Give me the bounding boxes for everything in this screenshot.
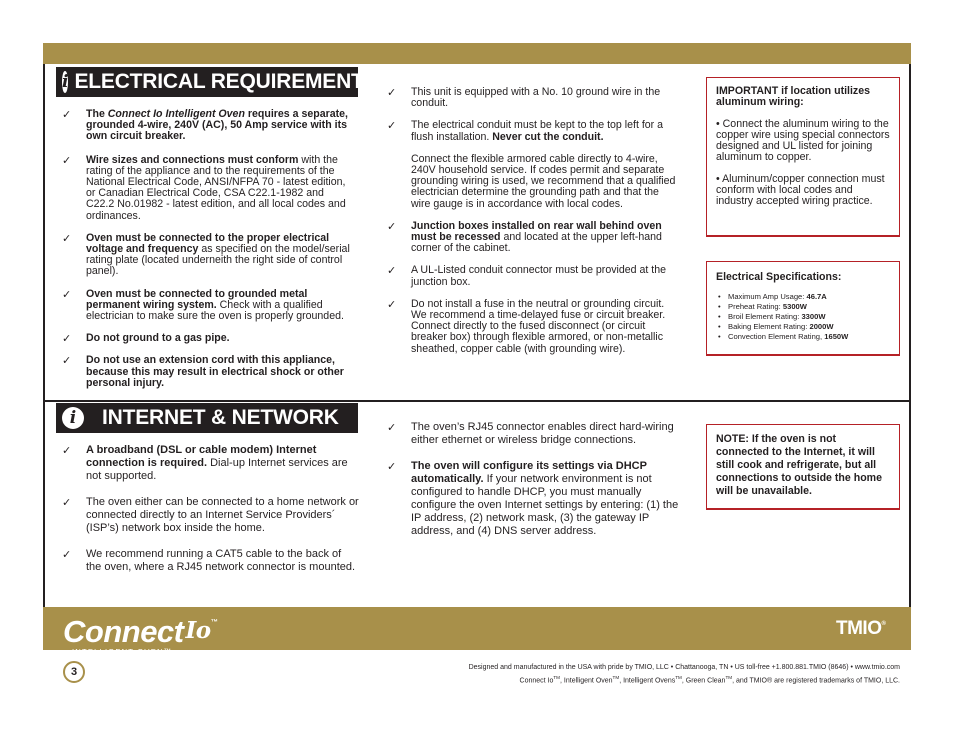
check-icon: ✓ bbox=[62, 332, 72, 346]
list-item: ✓ The electrical conduit must be kept to the top left for a flush installation. Never cut the conduit. bbox=[387, 119, 664, 143]
list-item: ✓ Do not install a fuse in the neutral or grounding circuit. We recommend a time-delayed fuse or circuit breaker. Connect directly to the fused disconnect (or circuit breaker box) through flexible armored, or non-metallic sheathed, copper cable (with grounding wire). bbox=[387, 297, 666, 355]
list-item: ✓ Oven must be connected to the proper electrical voltage and frequency as specified on the model/serial rating plate (located underneith the right side of control panel). bbox=[62, 231, 350, 278]
list-item: ✓ The Connect Io Intelligent Oven requires a separate, grounded 4-wire, 240V (AC), 50 Amp service with its own circuit breaker. bbox=[62, 108, 348, 143]
important-point: • Aluminum/copper connection must conform with local codes and industry accepted wiring practice. bbox=[716, 173, 885, 207]
important-title: IMPORTANT if location utilizes aluminum wiring: bbox=[716, 85, 871, 108]
electrical-middle-column bbox=[384, 87, 676, 366]
info-icon: i bbox=[62, 407, 84, 429]
connect-io-logo: ConnectIo™ INTELLIGENT OVEN™ bbox=[63, 614, 218, 656]
note-text: NOTE: If the oven is not connected to the Internet, it will still cook and refrigerate, but all connections to outside the home will be unavailable. bbox=[716, 433, 882, 497]
check-icon: ✓ bbox=[387, 264, 397, 278]
check-icon: ✓ bbox=[387, 297, 397, 311]
network-banner bbox=[56, 403, 358, 433]
important-point: • Connect the aluminum wiring to the copper wire using special connectors designed and UL listed for joining aluminum to copper. bbox=[716, 118, 890, 163]
spec-item: • Baking Element Rating: 2000W bbox=[716, 322, 890, 332]
list-item: ✓ This unit is equipped with a No. 10 ground wire in the conduit. bbox=[387, 86, 661, 110]
list-item: ✓ Junction boxes installed on rear wall behind oven must be recessed and located at the upper left-hand corner of the cabinet. bbox=[387, 219, 662, 255]
check-icon: ✓ bbox=[62, 496, 72, 509]
specs-list bbox=[716, 292, 890, 342]
electrical-banner bbox=[56, 67, 378, 97]
check-icon: ✓ bbox=[387, 421, 397, 434]
check-icon: ✓ bbox=[387, 86, 397, 99]
check-icon: ✓ bbox=[62, 287, 72, 301]
network-left-column bbox=[59, 444, 359, 585]
check-icon: ✓ bbox=[62, 108, 72, 121]
list-item: ✓ The oven will configure its settings via DHCP automatically. If your network environment is not configured to handle DHCP, you must manually configure the oven Internet settings by entering: (1) the IP address, (2) network mask, (3) the gateway IP address, and (4) DNS server address. bbox=[387, 460, 679, 537]
network-note-box bbox=[706, 424, 900, 510]
spec-item: • Broil Element Rating: 3300W bbox=[716, 312, 890, 322]
specs-title: Electrical Specifications: bbox=[716, 271, 842, 283]
list-item: ✓ The oven’s RJ45 connector enables direct hard-wiring either ethernet or wireless bridge connections. bbox=[387, 421, 674, 446]
network-middle-column bbox=[384, 421, 684, 549]
tmio-logo: TMIO® bbox=[836, 618, 886, 639]
network-title: INTERNET & NETWORK bbox=[102, 406, 339, 429]
check-icon: ✓ bbox=[62, 444, 72, 457]
list-item: ✓ Do not use an extension cord with this appliance, because this may result in electrical shock or other personal injury. bbox=[62, 354, 344, 389]
page-number: 3 bbox=[63, 661, 85, 683]
section-divider bbox=[43, 400, 911, 402]
list-item: ✓ We recommend running a CAT5 cable to the back of the oven, where a RJ45 network connector is mounted. bbox=[62, 548, 356, 573]
check-icon: ✓ bbox=[62, 231, 72, 245]
check-icon: ✓ bbox=[62, 354, 72, 368]
list-item: ✓ A UL-Listed conduit connector must be provided at the junction box. bbox=[387, 264, 666, 288]
check-icon: ✓ bbox=[62, 153, 72, 167]
footer-text: Designed and manufactured in the USA with pride by TMIO, LLC • Chattanooga, TN • US toll-free +1.800.881.TMIO (8646) • www.tmio.com Connect Io™, Intelligent Oven™, Intelligent Ovens™, Green Clean™, and TMIO® are registered trademarks of TMIO, LLC. bbox=[468, 664, 900, 684]
spec-item: • Preheat Rating: 5300W bbox=[716, 302, 890, 312]
spec-item: • Maximum Amp Usage: 46.7A bbox=[716, 292, 890, 302]
list-item: ✓ The oven either can be connected to a home network or connected directly to an Internet Service Providers´ (ISP’s) network box inside the home. bbox=[62, 496, 359, 534]
check-icon: ✓ bbox=[387, 219, 397, 233]
check-icon: ✓ bbox=[387, 119, 397, 133]
spec-item: • Convection Element Rating, 1650W bbox=[716, 332, 890, 342]
list-item: ✓ A broadband (DSL or cable modem) Internet connection is required. Dial-up Internet services are not supported. bbox=[62, 444, 348, 482]
check-icon: ✓ bbox=[62, 548, 72, 561]
list-item: ✓ Do not ground to a gas pipe. bbox=[62, 332, 230, 346]
info-icon: i bbox=[62, 72, 69, 92]
list-item: ✓ Wire sizes and connections must conform with the rating of the appliance and to the requirements of the National Electrical Code, ANSI/NFPA 70 - latest edition, or Canadian Electrical Code, CSA C22.1-1982 and C22.2 No.01982 - latest edition, and all local codes and ordinances. bbox=[62, 153, 346, 222]
electrical-left-column bbox=[59, 109, 353, 400]
grounding-paragraph: Connect the flexible armored cable directly to 4-wire, 240V household service. If codes permit and separate grounding wiring is used, we recommend that a qualified electrician determine the grounding path and that the wire gauge is in accordance with local codes. bbox=[411, 152, 676, 210]
top-color-bar bbox=[43, 43, 911, 64]
list-item: ✓ Oven must be connected to grounded metal permanent wiring system. Check with a qualified electrician to make sure the oven is properly grounded. bbox=[62, 287, 344, 323]
important-aluminum-box bbox=[706, 77, 900, 237]
electrical-specs-box bbox=[706, 261, 900, 356]
electrical-title: ELECTRICAL REQUIREMENTS bbox=[74, 70, 378, 93]
check-icon: ✓ bbox=[387, 460, 397, 473]
